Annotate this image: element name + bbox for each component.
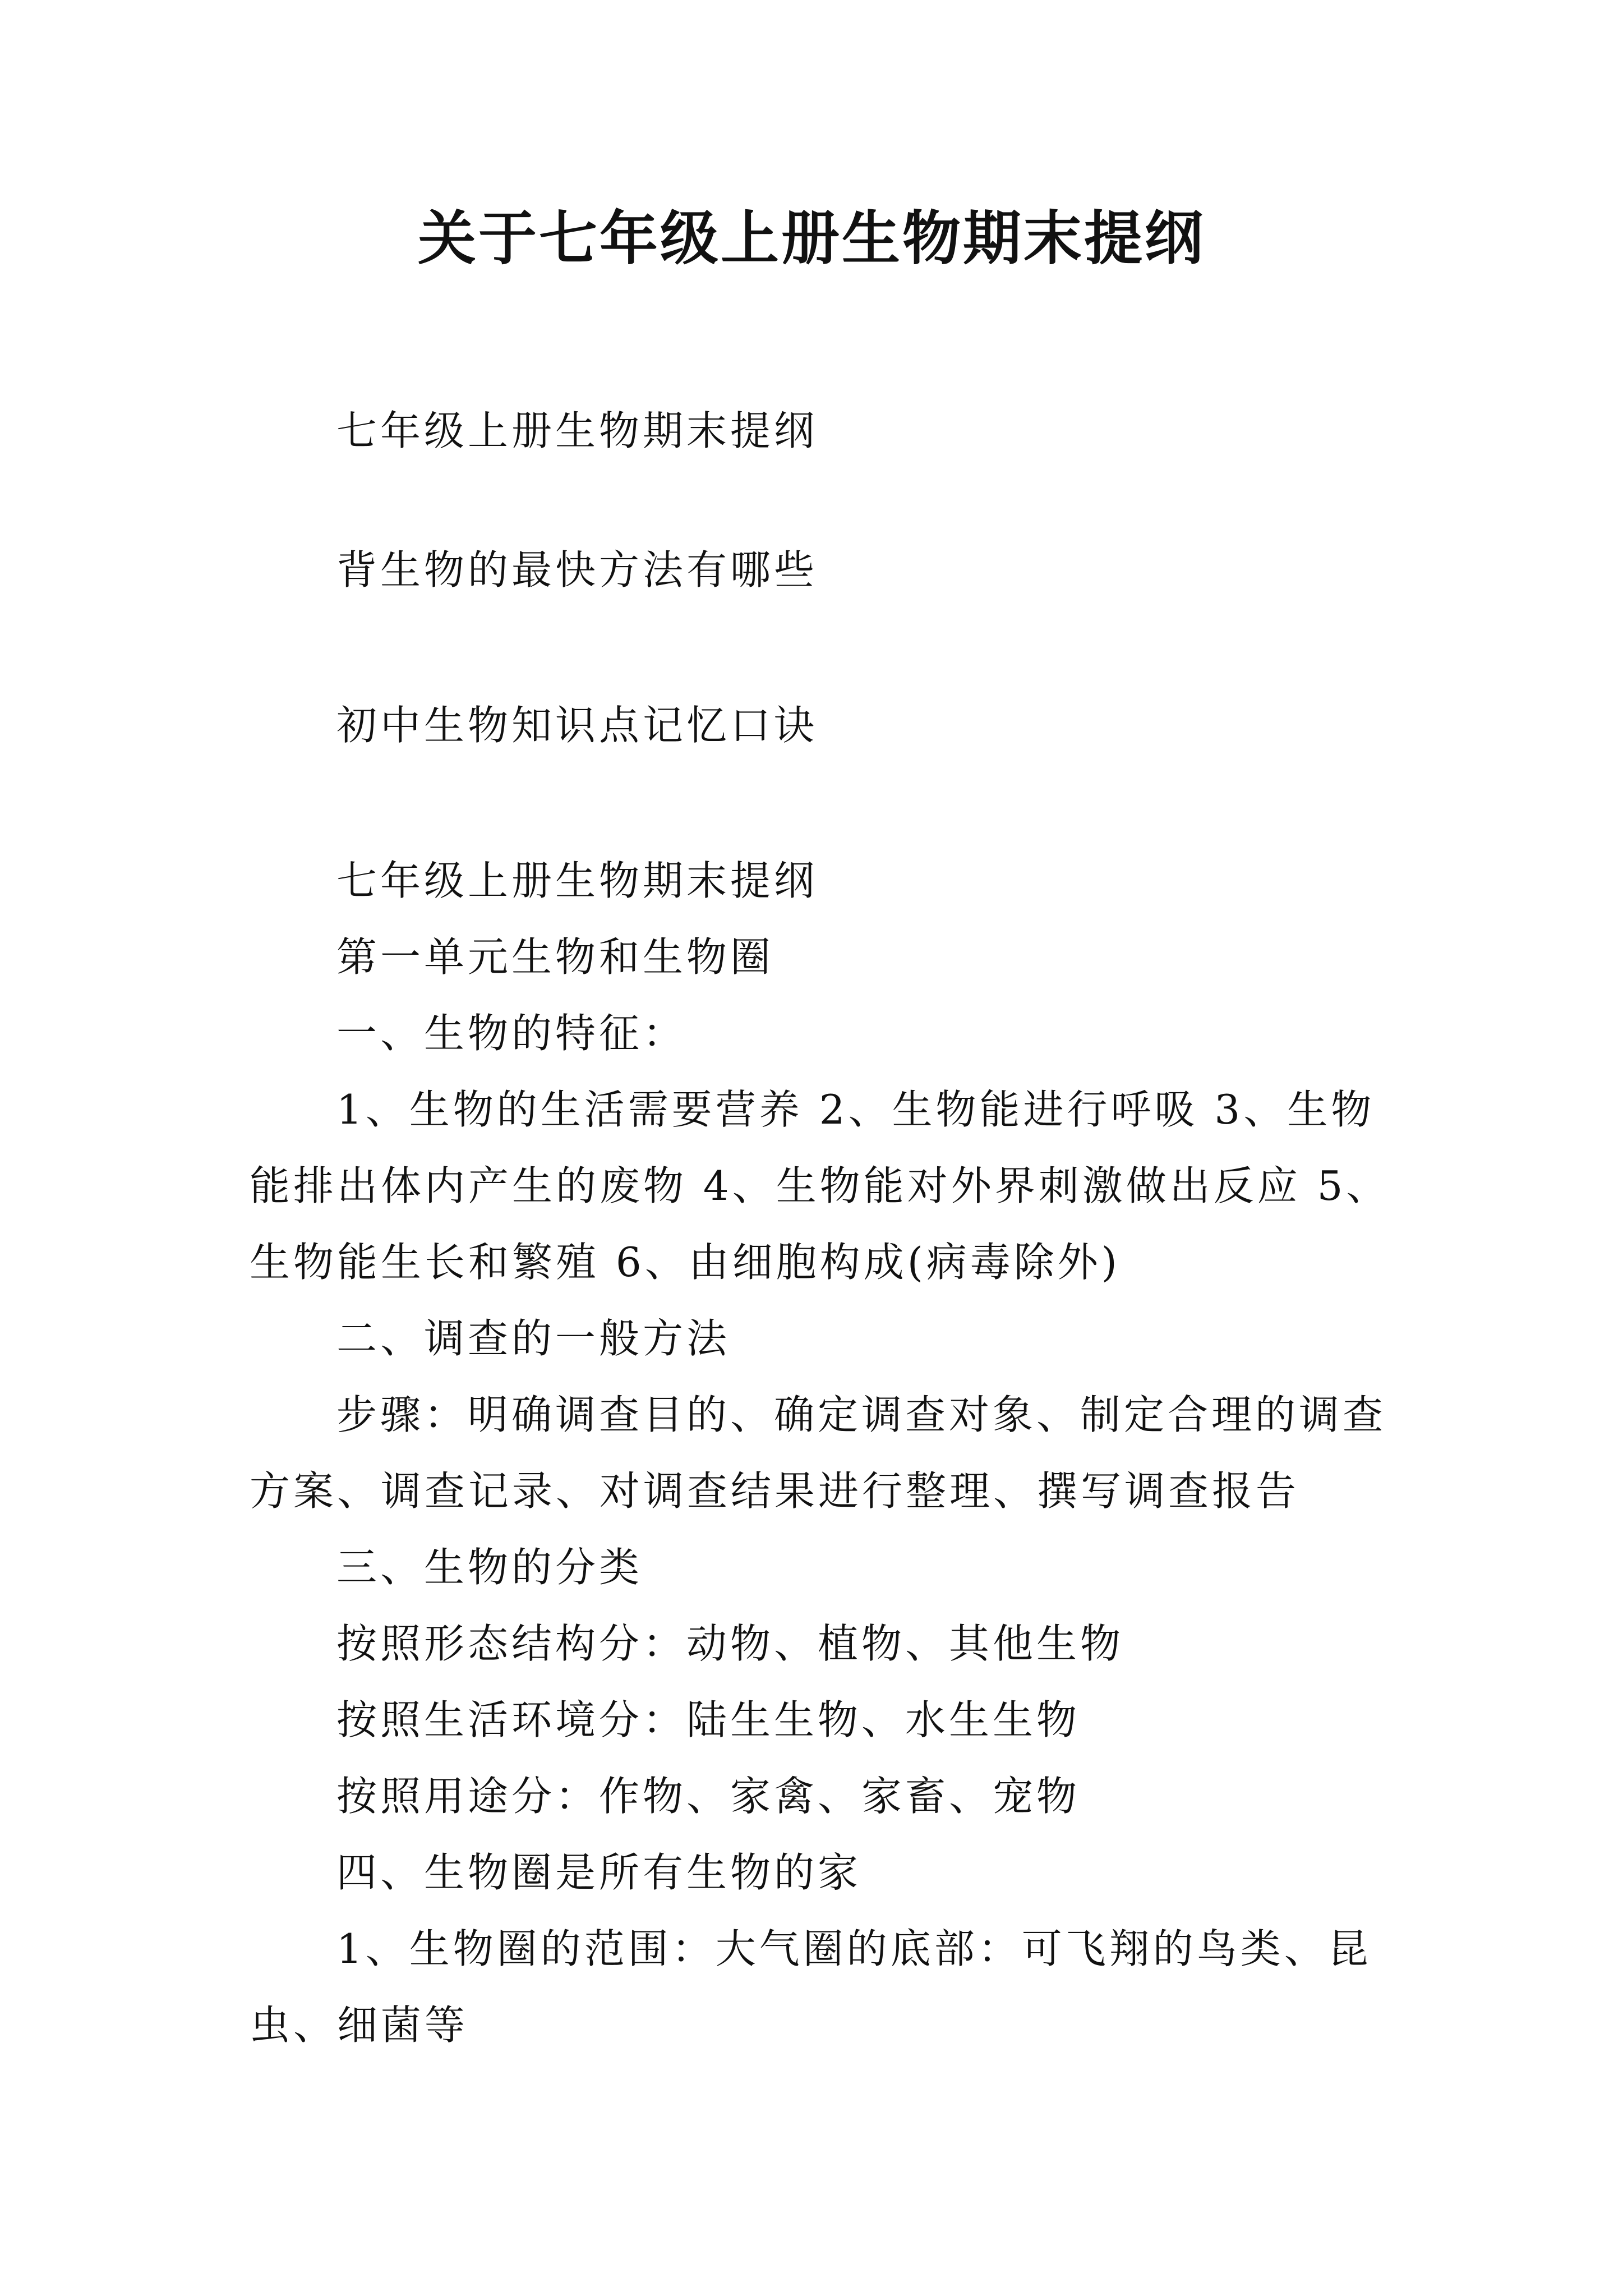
paragraph: 按照用途分：作物、家禽、家畜、宠物 bbox=[336, 1773, 1081, 1820]
document-title: 关于七年级上册生物期末提纲 bbox=[417, 204, 1205, 273]
paragraph: 按照形态结构分：动物、植物、其他生物 bbox=[336, 1620, 1124, 1667]
paragraph: 第一单元生物和生物圈 bbox=[336, 933, 774, 981]
paragraph: 背生物的最快方法有哪些 bbox=[336, 546, 818, 593]
paragraph: 七年级上册生物期末提纲 bbox=[336, 857, 818, 904]
paragraph: 二、调查的一般方法 bbox=[336, 1315, 731, 1362]
paragraph: 1、生物的生活需要营养 2、生物能进行呼吸 3、生物能排出体内产生的废物 4、生物能对外界刺激做出反应 5、生物能生长和繁殖 6、由细胞构成(病毒除外) bbox=[250, 1086, 1390, 1286]
paragraph: 按照生活环境分：陆生生物、水生生物 bbox=[336, 1696, 1081, 1743]
paragraph: 三、生物的分类 bbox=[336, 1544, 643, 1591]
paragraph: 一、生物的特征： bbox=[336, 1010, 687, 1057]
paragraph: 步骤：明确调查目的、确定调查对象、制定合理的调查方案、调查记录、对调查结果进行整理、撰写调查报告 bbox=[250, 1391, 1387, 1515]
paragraph: 1、生物圈的范围：大气圈的底部：可飞翔的鸟类、昆虫、细菌等 bbox=[250, 1925, 1372, 2049]
paragraph: 初中生物知识点记忆口诀 bbox=[336, 702, 818, 749]
paragraph: 七年级上册生物期末提纲 bbox=[336, 407, 818, 454]
paragraph: 四、生物圈是所有生物的家 bbox=[336, 1849, 862, 1896]
